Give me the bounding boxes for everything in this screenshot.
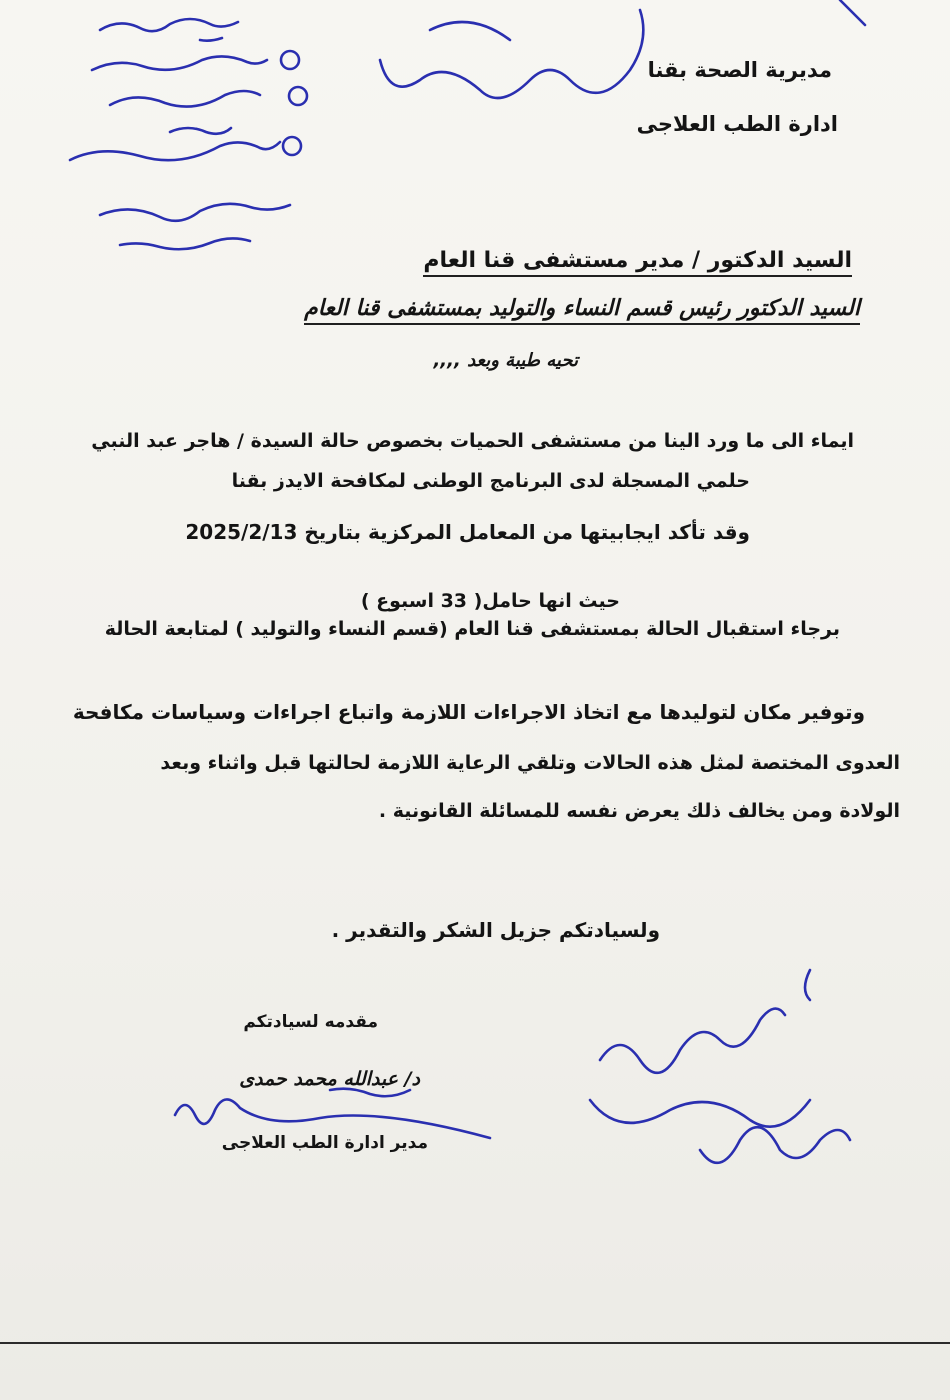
- signatory-name: د/ عبدالله محمد حمدى: [239, 1068, 420, 1090]
- body-paragraph-1-line-2: حلمي المسجلة لدى البرنامج الوطنى لمكافحة الايدز بقنا: [231, 470, 750, 492]
- margin-note-4: [110, 91, 260, 107]
- margin-date: [100, 204, 290, 221]
- body-paragraph-1-line-1: ايماء الى ما ورد الينا من مستشفى الحميات بخصوص حالة السيدة / هاجر عبد النبي: [91, 430, 854, 452]
- recipient-line-1: السيد الدكتور / مدير مستشفى قنا العام: [423, 248, 852, 277]
- signatory-title: مدير ادارة الطب العلاجى: [221, 1133, 428, 1153]
- margin-note-5: [170, 128, 231, 134]
- right-signature: [600, 1009, 785, 1073]
- directorate-heading: مديرية الصحة بقنا: [647, 58, 832, 82]
- page-bottom-rule: [0, 1342, 950, 1344]
- body-paragraph-3: حيث انها حامل( 33 اسبوع ): [360, 590, 620, 612]
- body-paragraph-5-line-2: العدوى المختصة لمثل هذه الحالات وتلقي الرعاية اللازمة لحالتها قبل واثناء وبعد: [160, 752, 900, 774]
- greeting-line: تحيه طيبة وبعد ,,,,: [433, 350, 578, 371]
- body-paragraph-2: وقد تأكد ايجابيتها من المعامل المركزية بتاريخ 2025/2/13: [185, 520, 750, 544]
- department-heading: ادارة الطب العلاجى: [636, 112, 838, 136]
- presented-by: مقدمه لسيادتكم: [243, 1012, 378, 1032]
- closing-line: ولسيادتكم جزيل الشكر والتقدير .: [331, 918, 660, 942]
- top-signature: [380, 10, 643, 98]
- margin-note-1: [100, 19, 238, 31]
- margin-note-2: [200, 38, 222, 41]
- margin-note-6: [70, 142, 280, 160]
- recipient-line-2: السيد الدكتور رئيس قسم النساء والتوليد بمستشفى قنا العام: [304, 296, 860, 325]
- body-paragraph-5-line-3: الولادة ومن يخالف ذلك يعرض نفسه للمسائلة القانونية .: [378, 800, 900, 822]
- body-paragraph-4: برجاء استقبال الحالة بمستشفى قنا العام (قسم النساء والتوليد ) لمتابعة الحالة: [104, 618, 840, 640]
- margin-note-3: [92, 56, 267, 70]
- body-paragraph-5-line-1: وتوفير مكان لتوليدها مع اتخاذ الاجراءات اللازمة واتباع اجراءات وسياسات مكافحة: [72, 700, 865, 724]
